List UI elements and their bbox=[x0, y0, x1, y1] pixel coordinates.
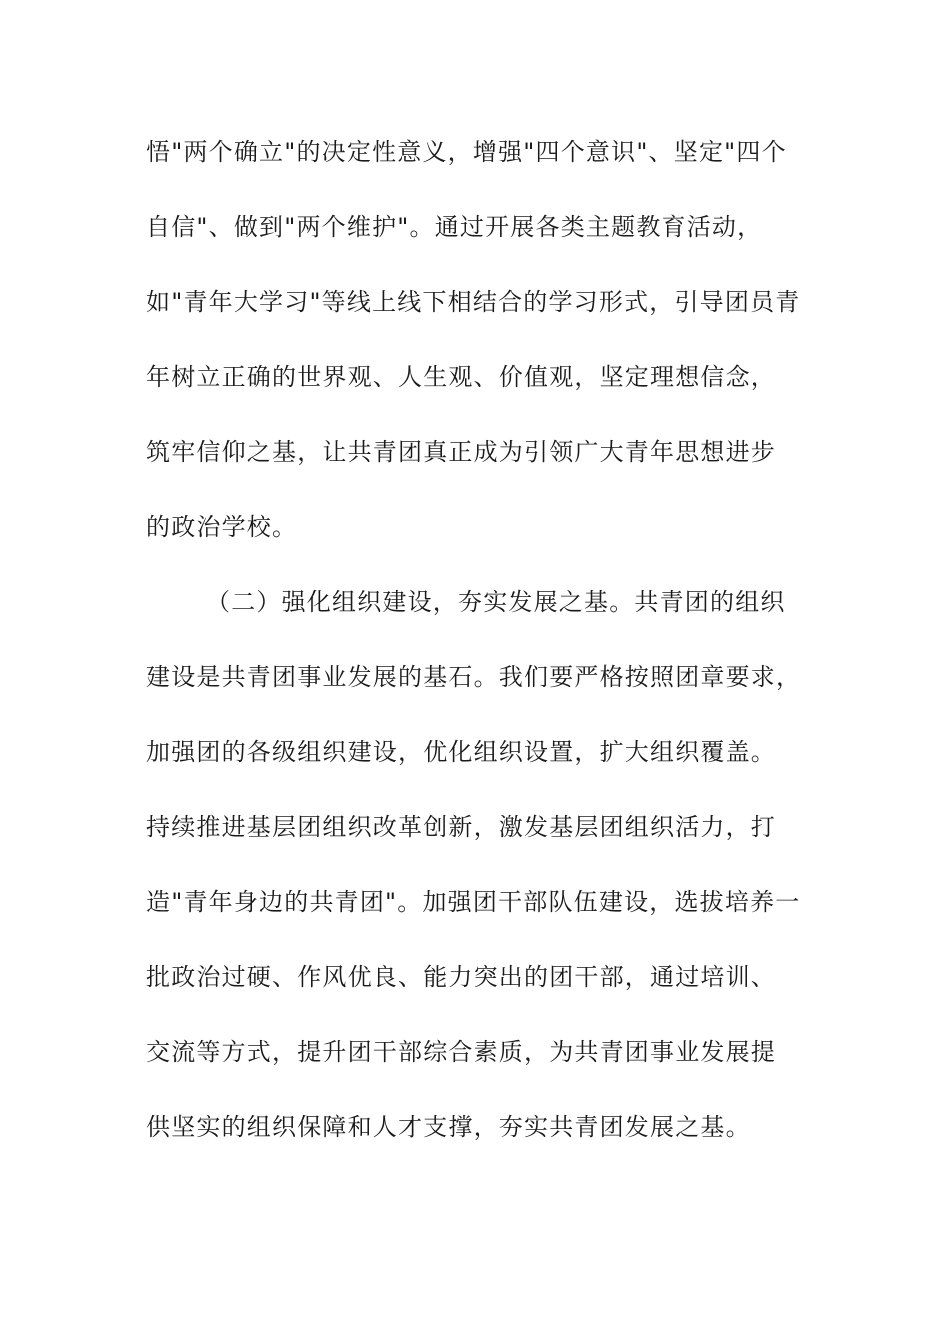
text-line: 悟"两个确立"的决定性意义，增强"四个意识"、坚定"四个 bbox=[146, 138, 787, 166]
text-line: 建设是共青团事业发展的基石。我们要严格按照团章要求， bbox=[146, 663, 802, 691]
text-line: 的政治学校。 bbox=[146, 513, 298, 541]
text-line: 年树立正确的世界观、人生观、价值观，坚定理想信念， bbox=[146, 363, 776, 391]
text-line: 持续推进基层团组织改革创新，激发基层团组织活力，打 bbox=[146, 813, 776, 841]
section-heading-line: （二）强化组织建设，夯实发展之基。共青团的组织 bbox=[206, 588, 786, 616]
text-line: 加强团的各级组织建设，优化组织设置，扩大组织覆盖。 bbox=[146, 738, 776, 766]
text-line: 筑牢信仰之基，让共青团真正成为引领广大青年思想进步 bbox=[146, 438, 776, 466]
text-line: 如"青年大学习"等线上线下相结合的学习形式，引导团员青 bbox=[146, 288, 801, 316]
text-line: 自信"、做到"两个维护"。通过开展各类主题教育活动， bbox=[146, 213, 763, 241]
text-line: 造"青年身边的共青团"。加强团干部队伍建设，选拔培养一 bbox=[146, 888, 801, 916]
text-line: 批政治过硬、作风优良、能力突出的团干部，通过培训、 bbox=[146, 963, 776, 991]
text-line: 交流等方式，提升团干部综合素质，为共青团事业发展提 bbox=[146, 1038, 776, 1066]
text-line: 供坚实的组织保障和人才支撑，夯实共青团发展之基。 bbox=[146, 1113, 751, 1141]
